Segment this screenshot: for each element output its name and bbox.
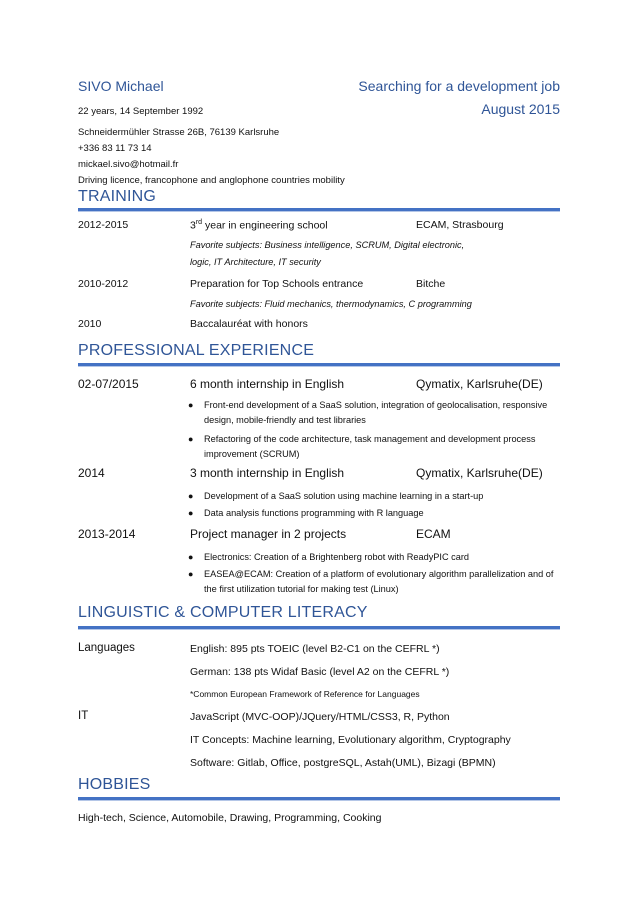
job-label: 6 month internship in English (190, 377, 345, 391)
it-item: IT Concepts: Machine learning, Evolutionary algorithm, Cryptography (190, 734, 511, 746)
hobbies-heading: HOBBIES (78, 776, 151, 793)
job-bullet (188, 506, 560, 521)
job-bullet (188, 550, 560, 565)
job-place: Qymatix, Karlsruhe(DE) (416, 466, 543, 480)
languages-label: Languages (78, 642, 135, 654)
training-label: Preparation for Top Schools entrance (190, 278, 364, 290)
email: mickael.sivo@hotmail.fr (78, 159, 179, 170)
job-bullet (188, 432, 560, 462)
job-place: Qymatix, Karlsruhe(DE) (416, 377, 543, 391)
training-subjects: Favorite subjects: Fluid mechanics, thermodynamics, C programming (190, 299, 472, 309)
bullet-text: Data analysis functions programming with R language (204, 508, 424, 518)
bullet-text: Refactoring of the code architecture, task management and development process improvement (SCRUM) (204, 434, 536, 459)
job-bullet (188, 567, 560, 597)
bullet-icon: ● (188, 400, 194, 410)
job-label: 3 month internship in English (190, 466, 345, 480)
literacy-rule (78, 626, 560, 630)
bullet-icon: ● (188, 552, 194, 562)
bullet-icon: ● (188, 508, 194, 518)
hobbies-text: High-tech, Science, Automobile, Drawing, Programming, Cooking (78, 812, 382, 824)
bullet-icon: ● (188, 569, 194, 579)
literacy-heading: LINGUISTIC & COMPUTER LITERACY (78, 604, 368, 621)
ordinal-suffix: rd (195, 219, 203, 226)
it-label: IT (78, 710, 89, 722)
training-label (190, 219, 328, 232)
training-label-text: year in engineering school (202, 219, 328, 232)
age-birthdate: 22 years, 14 September 1992 (78, 106, 204, 117)
it-item: JavaScript (MVC-OOP)/JQuery/HTML/CSS3, R, Python (190, 711, 450, 723)
training-subjects-cont: logic, IT Architecture, IT security (190, 257, 321, 267)
candidate-name: SIVO Michael (78, 78, 164, 94)
job-period: 2013-2014 (78, 527, 136, 541)
training-rule (78, 208, 560, 212)
language-item: English: 895 pts TOEIC (level B2-C1 on the CEFRL *) (190, 643, 440, 655)
experience-heading: PROFESSIONAL EXPERIENCE (78, 342, 315, 359)
language-item: German: 138 pts Widaf Basic (level A2 on the CEFRL *) (190, 666, 450, 678)
job-bullet (188, 489, 560, 504)
experience-rule (78, 363, 560, 367)
cefrl-note: *Common European Framework of Reference for Languages (190, 689, 420, 699)
training-period: 2012-2015 (78, 219, 129, 231)
job-bullet (188, 398, 560, 428)
licence: Driving licence, francophone and anglophone countries mobility (78, 175, 345, 186)
training-label: Baccalauréat with honors (190, 318, 308, 330)
phone: +336 83 11 73 14 (78, 143, 152, 154)
bullet-text: Electronics: Creation of a Brightenberg robot with ReadyPIC card (204, 552, 470, 562)
job-search-title: Searching for a development job (358, 78, 560, 94)
training-place: Bitche (416, 278, 446, 290)
training-subjects: Favorite subjects: Business intelligence, SCRUM, Digital electronic, (190, 240, 465, 250)
training-heading: TRAINING (78, 188, 157, 205)
training-period: 2010-2012 (78, 278, 129, 290)
bullet-text: EASEA@ECAM: Creation of a platform of evolutionary algorithm parallelization and of the first utilization tutorial for making test (Linux) (204, 569, 554, 594)
hobbies-rule (78, 797, 560, 801)
cv-date: August 2015 (481, 101, 560, 117)
job-period: 02-07/2015 (78, 377, 139, 391)
bullet-text: Front-end development of a SaaS solution, integration of geolocalisation, responsive design, mobile-friendly and test libraries (204, 400, 548, 425)
it-item: Software: Gitlab, Office, postgreSQL, Astah(UML), Bizagi (BPMN) (190, 757, 496, 769)
job-label: Project manager in 2 projects (190, 527, 347, 541)
job-period: 2014 (78, 466, 105, 480)
bullet-text: Development of a SaaS solution using machine learning in a start-up (204, 491, 484, 501)
bullet-icon: ● (188, 491, 194, 501)
training-period: 2010 (78, 318, 102, 330)
bullet-icon: ● (188, 434, 194, 444)
address: Schneidermühler Strasse 26B, 76139 Karlsruhe (78, 127, 280, 138)
job-place: ECAM (416, 527, 451, 541)
training-place: ECAM, Strasbourg (416, 219, 504, 231)
ordinal: 3 (190, 219, 196, 232)
